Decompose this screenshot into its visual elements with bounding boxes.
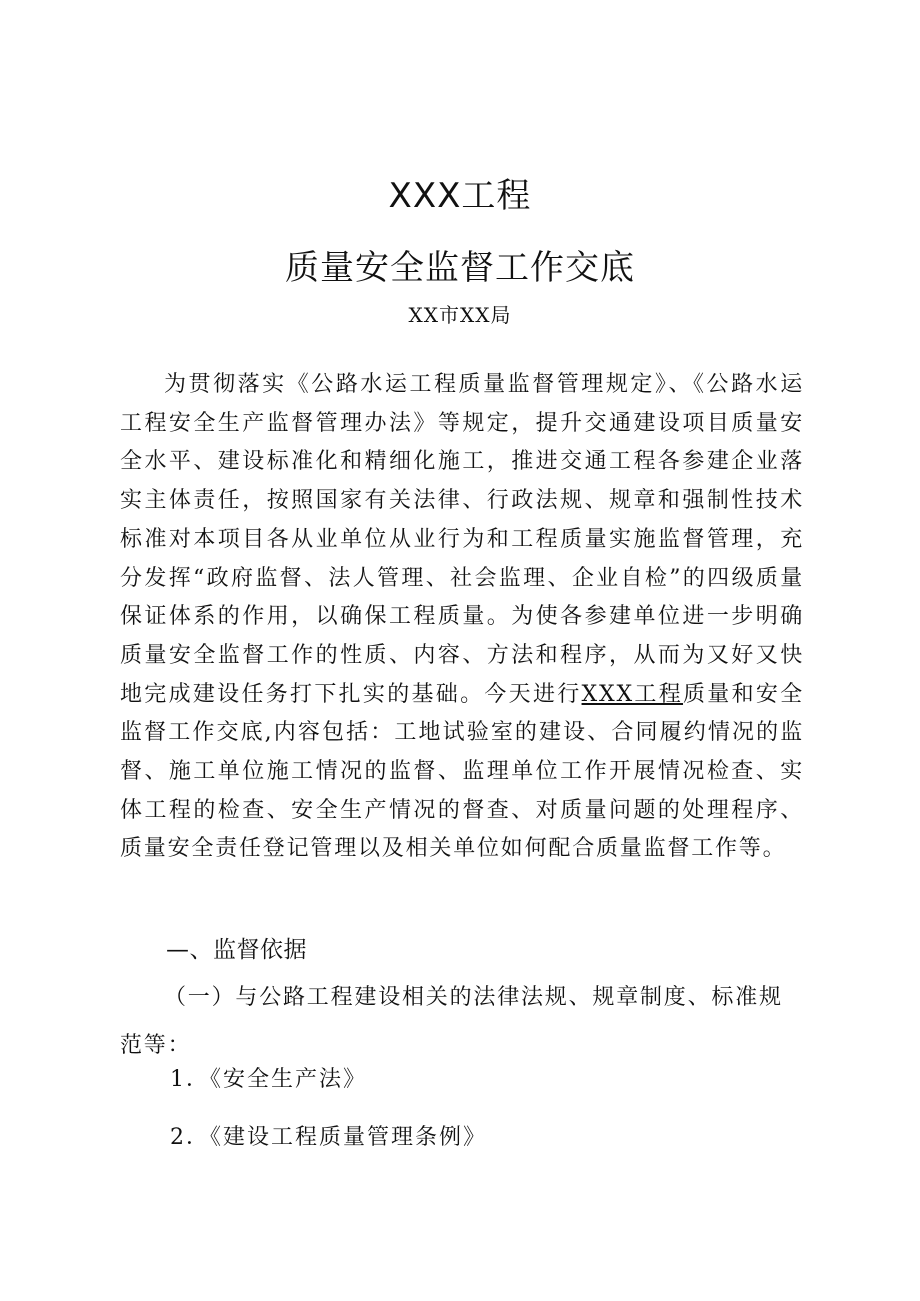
intro-text-part2: 质量和安全监督工作交底,内容包括：工地试验室的建设、合同履约情况的监督、施工单位施工情况的监督、监理单位工作开展情况检查、实体工程的检查、安全生产情况的督查、对质量问题的处理程序、质量安全责任登记管理以及相关单位如何配合质量监督工作等。 — [120, 681, 804, 862]
document-title: XXX工程 — [388, 176, 532, 216]
intro-text-part1: 为贯彻落实《公路水运工程质量监督管理规定》、《公路水运工程安全生产监督管理办法》等规定，提升交通建设项目质量安全水平、建设标准化和精细化施工，推进交通工程各参建企业落实主体责任，按照国家有关法律、行政法规、规章和强制性技术标准对本项目各从业单位从业行为和工程质量实施监督管理，充分发挥“政府监督、法人管理、社会监理、企业自检”的四级质量保证体系的作用，以确保工程质量。为使各参建单位进一步明确质量安全监督工作的性质、内容、方法和程序，从而为又好又快地完成建设任务打下扎实的基础。今天进行 — [120, 372, 804, 707]
document-subtitle: 质量安全监督工作交底 — [285, 248, 635, 288]
section-heading: —、监督依据 — [166, 937, 307, 963]
subsection-text: （一）与公路工程建设相关的法律法规、规章制度、标准规范等： — [120, 985, 783, 1058]
list-item: 1．《安全生产法》 — [170, 1067, 367, 1092]
issuer-line: XX市XX局 — [408, 303, 512, 327]
intro-paragraph — [120, 366, 804, 869]
list-item: 2．《建设工程质量管理条例》 — [170, 1125, 487, 1150]
intro-underlined-project: XXX工程 — [581, 681, 684, 707]
